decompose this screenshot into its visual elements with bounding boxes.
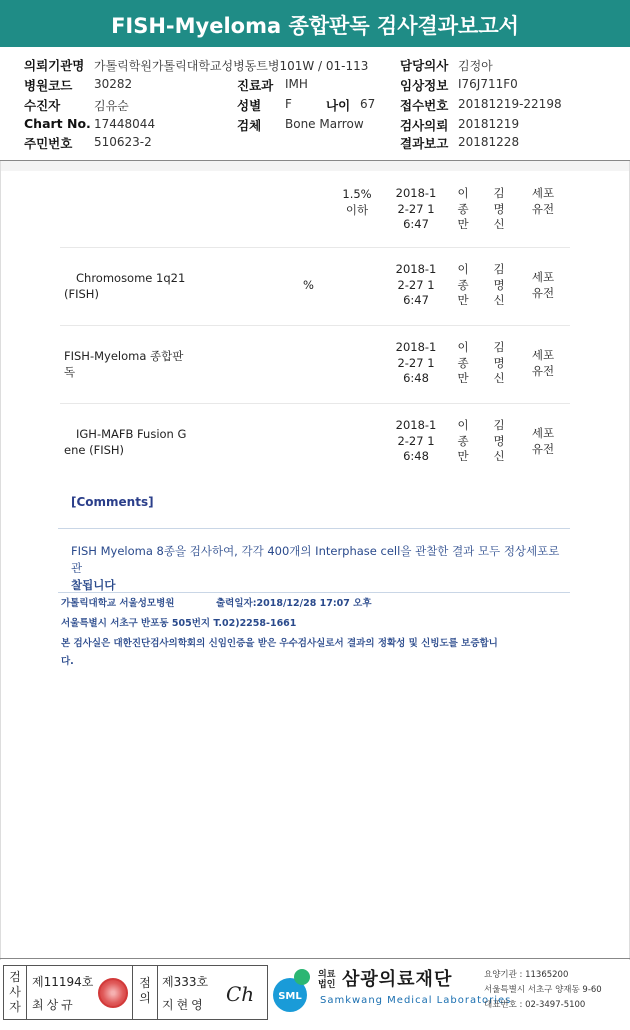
patient-info-block <box>0 50 630 160</box>
handwritten-signature: Ch <box>226 982 255 1006</box>
reviewer-name: 김 명 신 <box>493 340 505 385</box>
sig-divider <box>132 966 133 1019</box>
examiner-role-label: 검 사 자 <box>9 970 21 1014</box>
hospital-code-value: 30282 <box>94 77 133 91</box>
comments-divider <box>58 528 570 529</box>
result-row <box>60 170 570 248</box>
examiner-name: 이 종 만 <box>457 418 469 463</box>
collector-value: 김유순 <box>94 99 129 113</box>
doctor-value: 김정아 <box>458 59 493 73</box>
test-name: Chromosome 1q21 (FISH) <box>64 271 186 301</box>
lab-english-name: Samkwang Medical Laboratories <box>320 995 512 1006</box>
report-datetime: 2018-1 2-27 1 6:48 <box>395 340 437 385</box>
test-department: 세포 유전 <box>531 270 555 300</box>
examiner-name: 이 종 만 <box>457 186 469 231</box>
footer-address: 서울특별시 서초구 반포동 505번지 T.02)2258-1661 <box>61 618 297 629</box>
specimen-label: 검체 <box>237 118 262 133</box>
comments-title: [Comments] <box>71 495 154 509</box>
age-label: 나이 <box>326 98 351 113</box>
clinical-info-value: I76J711F0 <box>458 77 518 91</box>
report-date-label: 결과보고 <box>400 136 449 151</box>
lab-legal-badge: 의료 법인 <box>318 970 336 990</box>
sig-divider <box>26 966 27 1019</box>
reviewer-role-label: 점 의 <box>139 976 151 1005</box>
sml-logo-icon <box>272 967 316 1013</box>
result-row <box>60 326 570 404</box>
collector-label: 수진자 <box>24 98 61 113</box>
reviewer-license-no: 제333호 <box>162 975 209 989</box>
result-row <box>60 248 570 326</box>
reviewer-name: 김 명 신 <box>493 186 505 231</box>
resident-no-value: 510623-2 <box>94 135 152 149</box>
sex-label: 성별 <box>237 98 262 113</box>
examiner-license-no: 제11194호 <box>32 975 94 989</box>
result-row <box>60 404 570 482</box>
clinical-info-label: 임상정보 <box>400 78 449 93</box>
receipt-no-label: 접수번호 <box>400 98 449 113</box>
reviewer-name: 김 명 신 <box>493 418 505 463</box>
chart-no-value: 17448044 <box>94 117 156 131</box>
footer-certification: 본 검사실은 대한진단검사의학회의 신임인증을 받은 우수검사실로서 결과의 정확성 및 신빙도를 보증합니 다. <box>61 638 498 667</box>
reviewer-name: 김 명 신 <box>493 262 505 307</box>
test-name: FISH-Myeloma 종합판 독 <box>64 349 184 379</box>
reviewer-signature-name: 지현영 <box>162 998 206 1012</box>
request-date-value: 20181219 <box>458 117 520 131</box>
dept-label: 진료과 <box>237 78 274 93</box>
sml-logo-text: SML <box>278 991 302 1002</box>
request-date-label: 검사의뢰 <box>400 118 449 133</box>
examiner-name: 이 종 만 <box>457 262 469 307</box>
doctor-label: 담당의사 <box>400 58 449 73</box>
signature-box <box>3 965 268 1020</box>
chart-no-label: Chart No. <box>24 116 91 131</box>
comments-divider-bottom <box>58 592 570 593</box>
resident-no-label: 주민번호 <box>24 136 73 151</box>
comments-body: FISH Myeloma 8종을 검사하여, 각각 400개의 Interphase cell을 관찰한 결과 모두 정상세포로 관 찰됩니다 <box>71 544 560 592</box>
footer-hospital: 가톨릭대학교 서울성모병원 <box>61 598 175 609</box>
test-name: IGH-MAFB Fusion G ene (FISH) <box>64 427 187 457</box>
hospital-code-label: 병원코드 <box>24 78 73 93</box>
sex-value: F <box>285 97 292 111</box>
specimen-value: Bone Marrow <box>285 117 364 131</box>
institution-value: 가톨릭학원가톨릭대학교성병동트병101W / 01-113 <box>94 59 369 73</box>
report-title: FISH-Myeloma 종합판독 검사결과보고서 <box>0 0 630 47</box>
test-department: 세포 유전 <box>531 426 555 456</box>
lab-name: 삼광의료재단 <box>342 969 453 990</box>
dept-value: IMH <box>285 77 308 91</box>
age-value: 67 <box>360 97 376 111</box>
footer-info <box>61 594 571 672</box>
official-seal-icon <box>98 978 128 1008</box>
receipt-no-value: 20181219-22198 <box>458 97 562 111</box>
frame-bottom-line <box>0 958 630 959</box>
reference-range: 1.5% 이하 <box>342 187 372 217</box>
print-date: 출력일자:2018/12/28 17:07 오후 <box>216 598 372 609</box>
examiner-signature-name: 최상규 <box>32 998 76 1012</box>
report-datetime: 2018-1 2-27 1 6:48 <box>395 418 437 463</box>
examiner-name: 이 종 만 <box>457 340 469 385</box>
lab-contact: 요양기관 : 11365200 서울특별시 서초구 양재동 9-60 대표번호 : 02-3497-5100 <box>484 970 602 1010</box>
institution-label: 의뢰기관명 <box>24 58 85 73</box>
sig-divider <box>157 966 158 1019</box>
test-department: 세포 유전 <box>531 348 555 378</box>
test-department: 세포 유전 <box>531 186 555 216</box>
report-datetime: 2018-1 2-27 1 6:47 <box>395 262 437 307</box>
test-unit: % <box>303 278 314 292</box>
report-datetime: 2018-1 2-27 1 6:47 <box>395 186 437 231</box>
report-date-value: 20181228 <box>458 135 520 149</box>
